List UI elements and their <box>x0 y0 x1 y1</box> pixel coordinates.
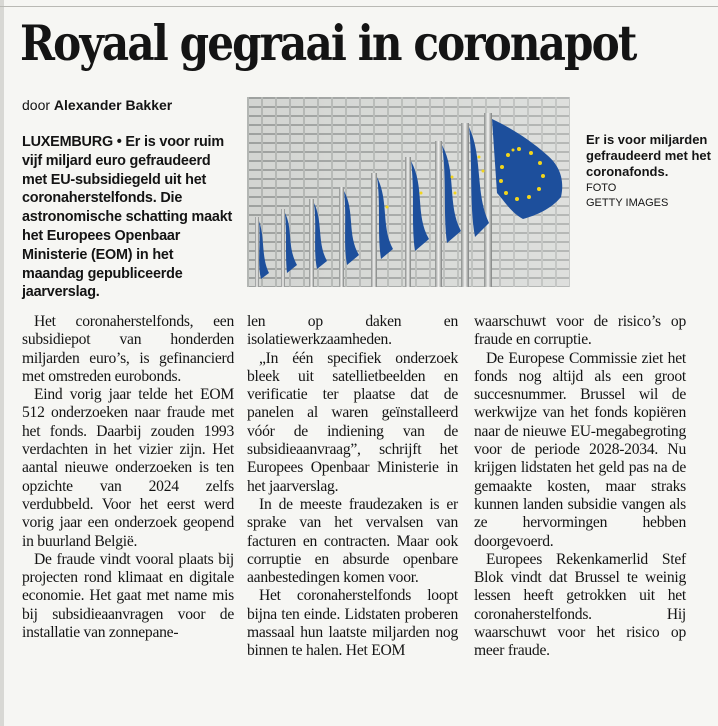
article-column-2 <box>247 313 458 661</box>
paragraph: waarschuwt voor de risico’s op fraude en corruptie. <box>474 313 686 349</box>
byline-prefix: door <box>22 97 51 113</box>
photo-credit <box>586 181 711 211</box>
paragraph: Het coronaherstelfonds, een subsidiepot van honderden miljarden euro’s, is gefinancierd met omstreden eurobonds. <box>22 313 234 385</box>
article-photo <box>247 97 570 287</box>
eu-flags-illustration <box>247 97 570 287</box>
article-column-3 <box>474 313 686 661</box>
paragraph: „In één specifiek onderzoek bleek uit satellietbeelden en verificatie ter plaatse dat de panelen al waren geïnstalleerd vóór de indiening van de subsidieaanvraag”, schrijft het Europees Openbaar Ministerie in het jaarverslag. <box>247 349 458 495</box>
paragraph: Het coronaherstelfonds loopt bijna ten einde. Lidstaten proberen massaal hun laatste miljarden nog binnen te halen. Het EOM <box>247 587 458 660</box>
page-edge <box>0 0 4 726</box>
paragraph: De fraude vindt vooral plaats bij projecten rond klimaat en digitale economie. Het gaat met name mis bij subsidieaanvragen voor de installatie van zonnepane- <box>22 550 234 642</box>
paragraph: De Europese Commissie ziet het fonds nog altijd als een groot succesnummer. Brussel wil de werkwijze van het fonds kopiëren naar de nieuwe EU-megabegroting voor de periode 2028-2034. Nu krijgen lidstaten het geld pas na de gemaakte kosten, maar straks kunnen landen subsidie vangen als ze hervormingen hebben doorgevoerd. <box>474 349 686 550</box>
photo-credit-source: GETTY IMAGES <box>586 197 669 209</box>
headline: Royaal gegraai in coronapot <box>20 14 636 72</box>
article-column-1 <box>22 313 234 642</box>
photo-caption <box>586 132 711 211</box>
dateline: LUXEMBURG • <box>22 134 122 150</box>
lead-paragraph <box>22 133 234 302</box>
paragraph: Eind vorig jaar telde het EOM 512 onderzoeken naar fraude met het fonds. Daarbij zouden 1993 verdachten in het vizier zijn. Het aantal nieuwe onderzoeken is ten opzichte van 2024 zelfs verdubbeld. Voor het eerst werd vorig jaar een onderzoek geopend in buurland België. <box>22 386 234 550</box>
paragraph: Europees Rekenkamerlid Stef Blok vindt dat Brussel te weinig lessen heeft getrokken uit het coronaherstelfonds. Hij waarschuwt voor het risico op meer fraude. <box>474 550 686 660</box>
byline <box>22 97 172 113</box>
photo-caption-text: Er is voor miljarden gefraudeerd met het coronafonds. <box>586 132 711 179</box>
byline-author: Alexander Bakker <box>53 97 173 113</box>
paragraph: len op daken en isolatiewerkzaamheden. <box>247 313 458 349</box>
paragraph: In de meeste fraudezaken is er sprake van het vervalsen van facturen en contracten. Maar ook corruptie en absurde openbare aanbestedingen komen voor. <box>247 495 458 587</box>
photo-credit-label: FOTO <box>586 182 617 194</box>
lead-text: Er is voor ruim vijf miljard euro gefraudeerd met EU-subsidiegeld uit het coronaherstelfonds. Die astronomische schatting maakt het Europees Openbaar Ministerie (EOM) in het maandag gepubliceerde jaarverslag. <box>22 134 233 301</box>
